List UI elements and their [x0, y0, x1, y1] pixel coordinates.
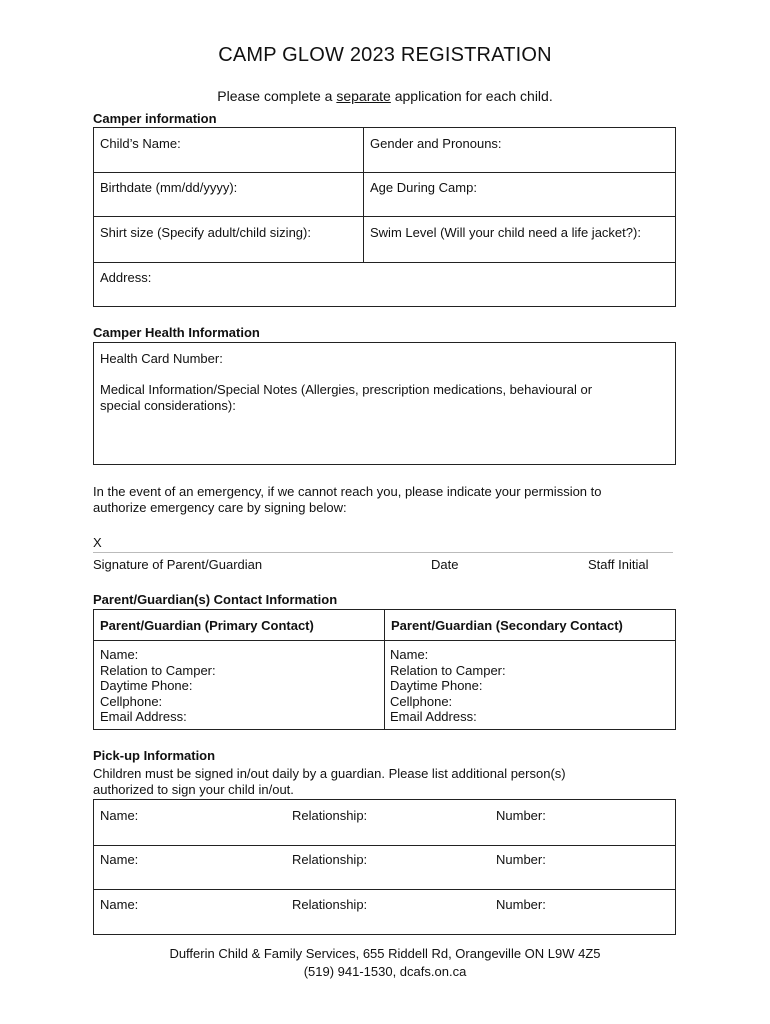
medical-info-field[interactable] — [100, 382, 670, 414]
shirt-size-field[interactable]: Shirt size (Specify adult/child sizing): — [100, 225, 311, 240]
pickup-row3-number[interactable]: Number: — [496, 897, 546, 912]
secondary-contact-fields[interactable] — [390, 647, 506, 725]
primary-daytime-phone-field[interactable]: Daytime Phone: — [100, 678, 193, 693]
pickup-table — [93, 799, 676, 935]
footer-address: Dufferin Child & Family Services, 655 Riddell Rd, Orangeville ON L9W 4Z5 — [169, 946, 601, 961]
health-info-heading: Camper Health Information — [93, 325, 260, 340]
secondary-relation-field[interactable]: Relation to Camper: — [390, 662, 506, 678]
child-name-field[interactable]: Child’s Name: — [100, 136, 181, 151]
emergency-text — [93, 484, 693, 516]
contacts-table — [93, 609, 676, 730]
contacts-heading: Parent/Guardian(s) Contact Information — [93, 592, 338, 607]
primary-contact-header: Parent/Guardian (Primary Contact) — [100, 618, 314, 633]
primary-relation-field[interactable]: Relation to Camper: — [100, 662, 216, 678]
camper-info-heading: Camper information — [93, 111, 217, 126]
primary-email-field[interactable]: Email Address: — [100, 709, 187, 724]
gender-pronouns-field[interactable]: Gender and Pronouns: — [370, 136, 502, 151]
medical-info-line1: Medical Information/Special Notes (Allergies, prescription medications, behavioural or — [100, 382, 593, 397]
secondary-name-field[interactable]: Name: — [390, 647, 429, 662]
pickup-row1-relationship[interactable]: Relationship: — [292, 808, 368, 823]
page-subtitle — [0, 88, 770, 104]
secondary-contact-header: Parent/Guardian (Secondary Contact) — [391, 618, 623, 633]
secondary-daytime-phone-field[interactable]: Daytime Phone: — [390, 678, 483, 693]
emergency-line2: authorize emergency care by signing below: — [93, 500, 347, 515]
date-label: Date — [431, 557, 459, 572]
address-field[interactable]: Address: — [100, 270, 152, 285]
pickup-row2-number[interactable]: Number: — [496, 852, 546, 867]
age-during-camp-field[interactable]: Age During Camp: — [370, 180, 477, 195]
secondary-email-field[interactable]: Email Address: — [390, 709, 477, 724]
signature-x-mark: X — [93, 535, 102, 550]
subtitle-underlined: separate — [336, 88, 391, 104]
footer-contact: (519) 941-1530, dcafs.on.ca — [303, 964, 467, 979]
health-info-box — [93, 342, 676, 465]
page-title: CAMP GLOW 2023 REGISTRATION — [218, 44, 552, 66]
primary-name-field[interactable]: Name: — [100, 647, 139, 662]
pickup-row3-relationship[interactable]: Relationship: — [292, 897, 368, 912]
subtitle-before: Please complete a — [217, 88, 337, 104]
pickup-line2: authorized to sign your child in/out. — [93, 782, 294, 797]
primary-contact-fields[interactable] — [100, 647, 216, 725]
pickup-text — [93, 766, 693, 798]
pickup-row3-name[interactable]: Name: — [100, 897, 139, 912]
pickup-row2-relationship[interactable]: Relationship: — [292, 852, 368, 867]
pickup-row1-number[interactable]: Number: — [496, 808, 546, 823]
pickup-row2-name[interactable]: Name: — [100, 852, 139, 867]
staff-initial-label: Staff Initial — [588, 557, 649, 572]
primary-cellphone-field[interactable]: Cellphone: — [100, 693, 163, 709]
pickup-line1: Children must be signed in/out daily by a guardian. Please list additional person(s) — [93, 766, 566, 781]
secondary-cellphone-field[interactable]: Cellphone: — [390, 693, 453, 709]
swim-level-field[interactable]: Swim Level (Will your child need a life jacket?): — [370, 225, 641, 240]
signature-line[interactable] — [93, 552, 673, 553]
medical-info-line2: special considerations): — [100, 398, 236, 413]
camper-info-table — [93, 127, 676, 307]
health-card-field[interactable]: Health Card Number: — [100, 351, 223, 366]
pickup-row1-name[interactable]: Name: — [100, 808, 139, 823]
emergency-line1: In the event of an emergency, if we cannot reach you, please indicate your permission to — [93, 484, 602, 499]
pickup-heading: Pick-up Information — [93, 748, 216, 763]
subtitle-after: application for each child. — [390, 88, 553, 104]
birthdate-field[interactable]: Birthdate (mm/dd/yyyy): — [100, 180, 238, 195]
signature-label: Signature of Parent/Guardian — [93, 557, 263, 572]
